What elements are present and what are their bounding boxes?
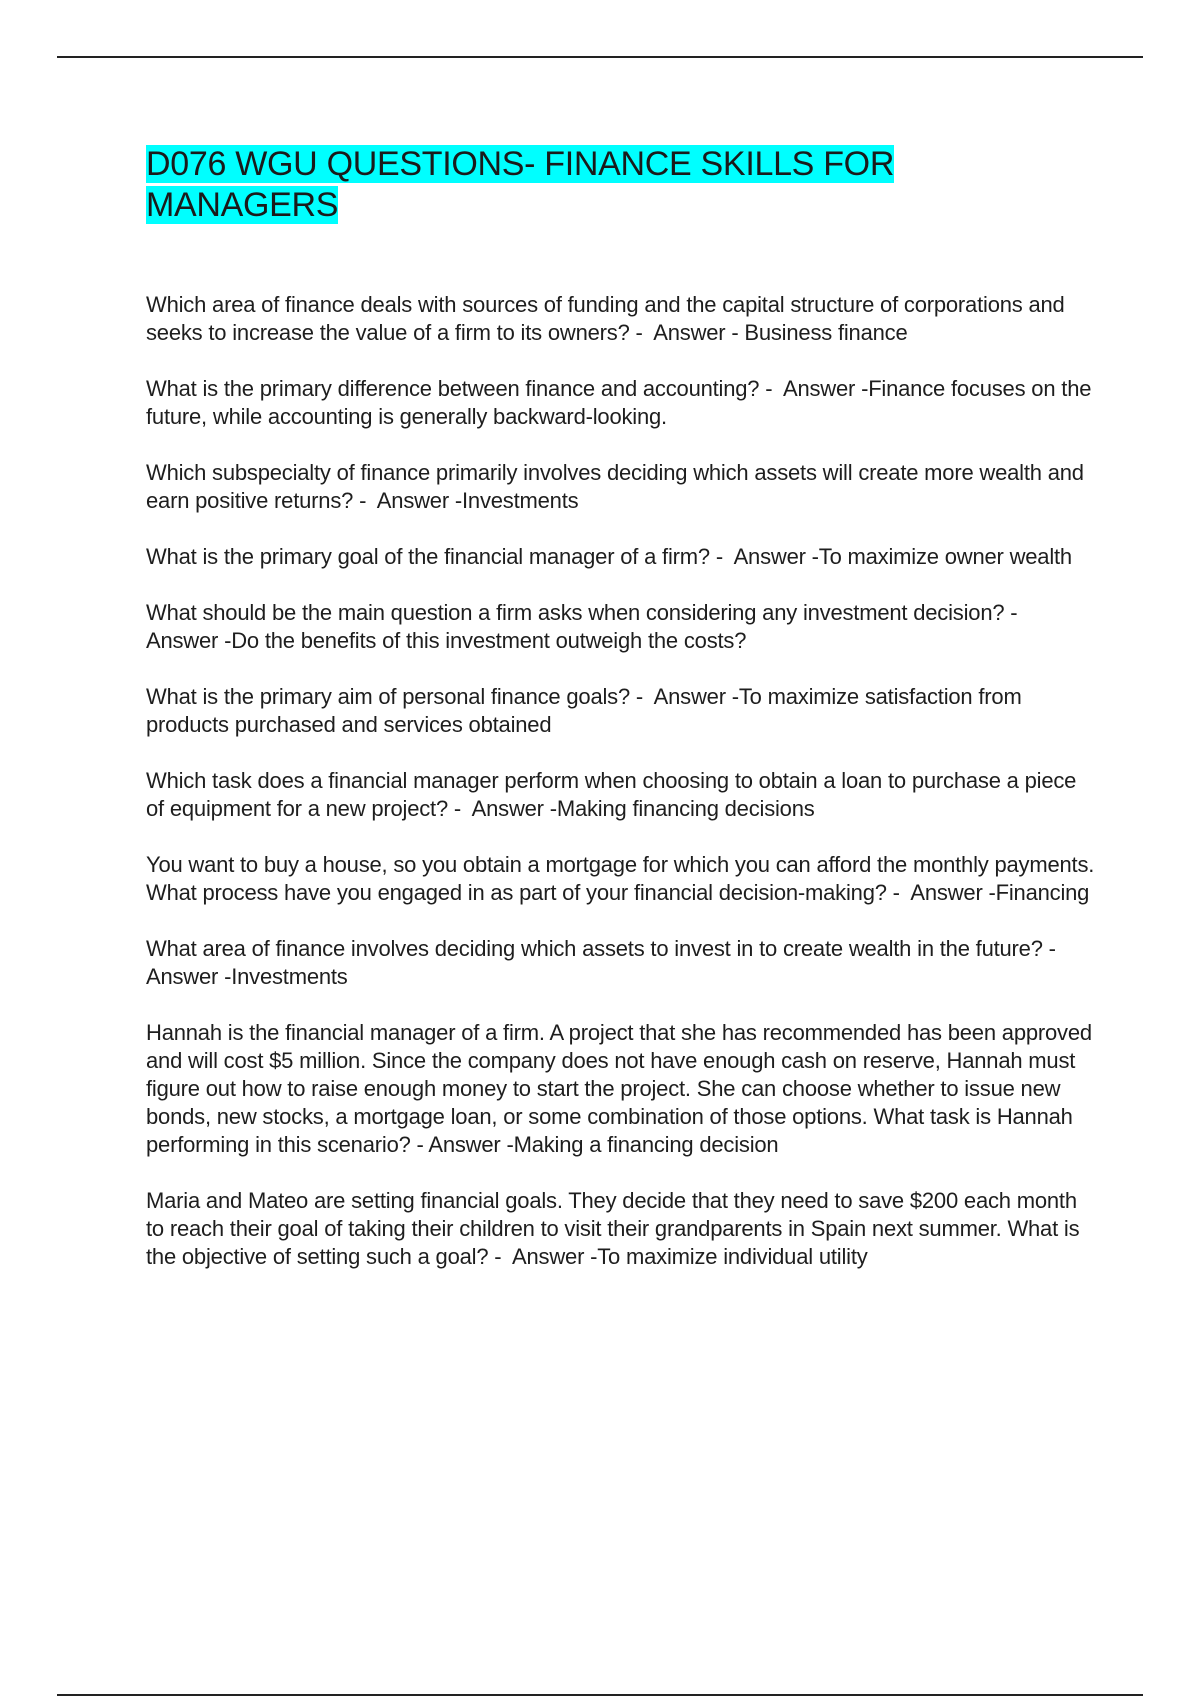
top-rule	[57, 56, 1143, 58]
title-line-1: D076 WGU QUESTIONS- FINANCE SKILLS FOR	[146, 145, 895, 183]
document-body	[146, 144, 1101, 1299]
title-line-2: MANAGERS	[146, 186, 339, 224]
question-item: What is the primary difference between finance and accounting? - Answer -Finance focuses on the future, while accounting is generally backward-looking.	[146, 376, 1098, 429]
question-list	[146, 291, 1101, 1271]
question-item: Maria and Mateo are setting financial goals. They decide that they need to save $200 each month to reach their goal of taking their children to visit their grandparents in Spain next summer. What is the objective of setting such a goal? - Answer -To maximize individual utility	[146, 1188, 1086, 1269]
question-item: What should be the main question a firm asks when considering any investment decision? - Answer -Do the benefits of this investment outweigh the costs?	[146, 600, 1029, 653]
question-item: You want to buy a house, so you obtain a mortgage for which you can afford the monthly payments. What process have you engaged in as part of your financial decision-making? - Answer -Financing	[146, 852, 1101, 905]
question-item: What area of finance involves deciding which assets to invest in to create wealth in the future? - Answer -Investments	[146, 936, 1067, 989]
question-item: Which task does a financial manager perform when choosing to obtain a loan to purchase a piece of equipment for a new project? - Answer -Making financing decisions	[146, 768, 1083, 821]
bottom-rule	[57, 1694, 1143, 1696]
question-item: Which area of finance deals with sources of funding and the capital structure of corporations and seeks to increase the value of a firm to its owners? - Answer - Business finance	[146, 292, 1071, 345]
question-item: Hannah is the financial manager of a firm. A project that she has recommended has been approved and will cost $5 million. Since the company does not have enough cash on reserve, Hannah must figure out how to raise enough money to start the project. She can choose whether to issue new bonds, new stocks, a mortgage loan, or some combination of those options. What task is Hannah performing in this scenario? - Answer -Making a financing decision	[146, 1020, 1098, 1157]
question-item: What is the primary aim of personal finance goals? - Answer -To maximize satisfaction from products purchased and services obtained	[146, 684, 1028, 737]
page-title	[146, 144, 1096, 226]
question-item: What is the primary goal of the financial manager of a firm? - Answer -To maximize owner wealth	[146, 544, 1072, 569]
question-item: Which subspecialty of finance primarily involves deciding which assets will create more wealth and earn positive returns? - Answer -Investments	[146, 460, 1090, 513]
